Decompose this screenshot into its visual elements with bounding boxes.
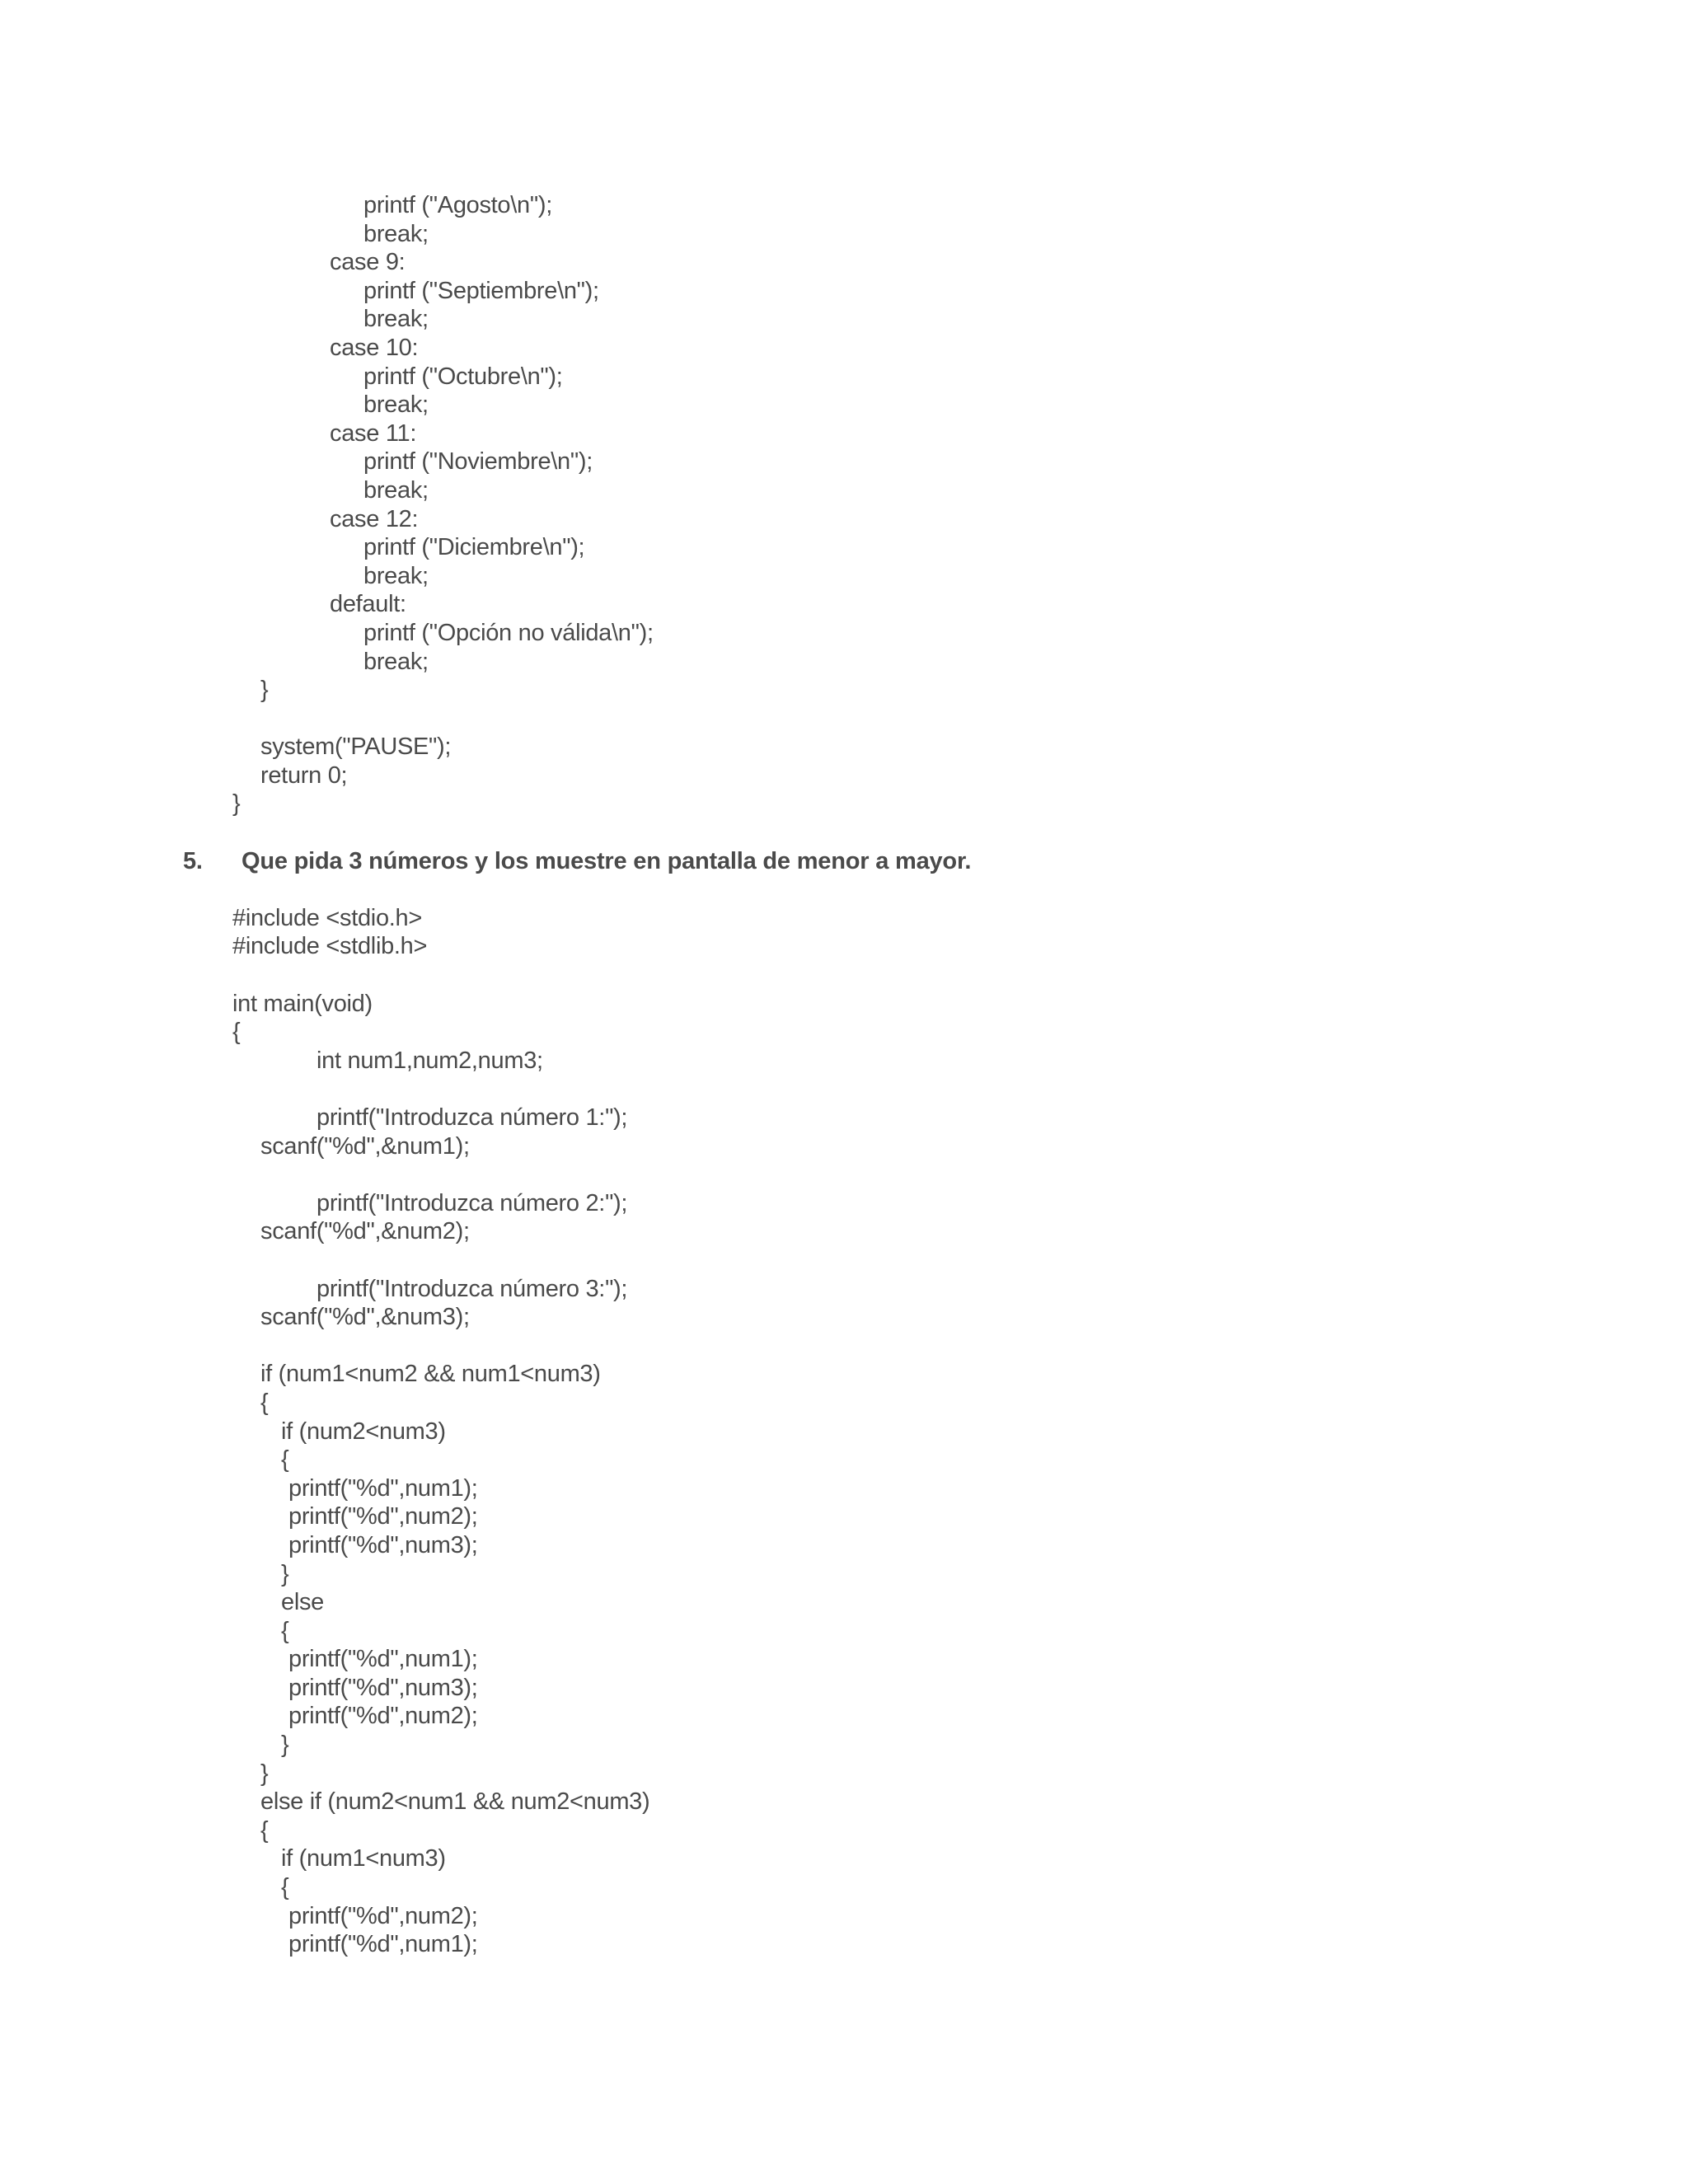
code-line: { <box>260 1389 269 1416</box>
code-line: printf("Introduzca número 2:"); <box>316 1189 628 1216</box>
code-line: { <box>281 1617 289 1644</box>
code-line: printf("Introduzca número 1:"); <box>316 1104 628 1131</box>
code-line: printf("%d",num2); <box>288 1902 478 1929</box>
code-line: printf("Introduzca número 3:"); <box>316 1275 628 1302</box>
code-line: scanf("%d",&num1); <box>260 1132 470 1160</box>
blank-line <box>0 961 1688 990</box>
blank-line <box>0 705 1688 733</box>
code-line: case 11: <box>330 419 417 447</box>
code-line: case 9: <box>330 249 406 276</box>
code-line: case 12: <box>330 505 419 532</box>
blank-line <box>0 1332 1688 1361</box>
code-line: default: <box>330 591 406 618</box>
exercise-number: 5. <box>183 847 203 874</box>
code-line: system("PAUSE"); <box>260 733 452 761</box>
blank-line <box>0 875 1688 904</box>
code-line: } <box>281 1732 289 1759</box>
code-line: else if (num2<num1 && num2<num3) <box>260 1788 650 1816</box>
exercise-title: Que pida 3 números y los muestre en pantalla de menor a mayor. <box>241 847 972 874</box>
code-line: if (num1<num3) <box>281 1845 446 1872</box>
code-line: break; <box>363 476 429 504</box>
code-line: scanf("%d",&num2); <box>260 1218 470 1245</box>
code-line: } <box>260 1760 269 1787</box>
code-listing-continuation <box>0 191 1688 1959</box>
code-line: break; <box>363 562 429 589</box>
code-line: printf("%d",num1); <box>288 1474 478 1502</box>
code-line: if (num2<num3) <box>281 1418 446 1445</box>
exercise-heading <box>0 847 1688 876</box>
code-line: printf("%d",num1); <box>288 1646 478 1673</box>
code-line: int main(void) <box>232 990 373 1017</box>
code-line: break; <box>363 648 429 675</box>
code-line: break; <box>363 306 429 333</box>
code-line: printf("%d",num1); <box>288 1931 478 1958</box>
code-line: #include <stdlib.h> <box>232 933 428 960</box>
code-line: break; <box>363 220 429 247</box>
blank-line <box>0 1075 1688 1104</box>
code-line: break; <box>363 391 429 419</box>
code-line: int num1,num2,num3; <box>316 1047 543 1074</box>
code-line: printf ("Agosto\n"); <box>363 192 552 218</box>
code-line: if (num1<num2 && num1<num3) <box>260 1361 601 1388</box>
code-line: printf("%d",num3); <box>288 1674 478 1701</box>
blank-line <box>0 1246 1688 1275</box>
code-line: return 0; <box>260 762 348 789</box>
code-line: scanf("%d",&num3); <box>260 1304 470 1331</box>
code-line: } <box>281 1560 289 1587</box>
code-line: printf ("Opción no válida\n"); <box>363 619 654 646</box>
code-line: printf("%d",num2); <box>288 1503 478 1530</box>
code-line: { <box>281 1874 289 1901</box>
code-line: #include <stdio.h> <box>232 904 422 931</box>
code-line: printf("%d",num3); <box>288 1531 478 1558</box>
code-line: { <box>281 1446 289 1474</box>
blank-line <box>0 1160 1688 1189</box>
code-line: } <box>260 677 269 704</box>
code-line: } <box>232 790 241 818</box>
code-line: printf ("Septiembre\n"); <box>363 277 599 304</box>
code-line: else <box>281 1589 324 1616</box>
code-line: printf("%d",num2); <box>288 1703 478 1730</box>
blank-line <box>0 818 1688 847</box>
code-line: printf ("Diciembre\n"); <box>363 534 585 561</box>
code-line: { <box>232 1019 241 1046</box>
code-line: { <box>260 1816 269 1844</box>
code-line: printf ("Noviembre\n"); <box>363 448 593 476</box>
code-line: case 10: <box>330 334 419 361</box>
code-line: printf ("Octubre\n"); <box>363 363 563 390</box>
